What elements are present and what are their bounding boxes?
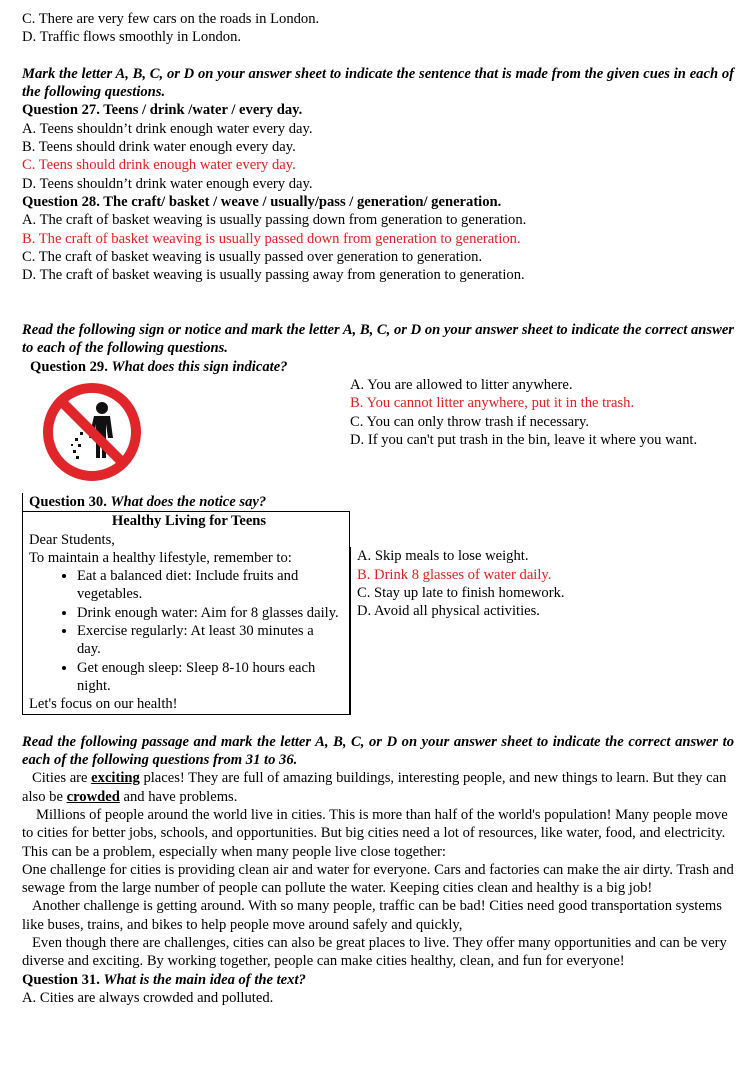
q30-option-c[interactable]: C. Stay up late to finish homework. bbox=[357, 584, 565, 601]
q29-option-b[interactable]: B. You cannot litter anywhere, put it in the trash. bbox=[350, 395, 635, 412]
notice-item: • Get enough sleep: Sleep 8-10 hours each night. bbox=[77, 659, 349, 696]
q30-label: Question 30. bbox=[29, 493, 107, 510]
q28-option-d[interactable]: D. The craft of basket weaving is usually passing away from generation to generation. bbox=[22, 267, 525, 284]
question-30 bbox=[22, 493, 734, 715]
q27-option-d[interactable]: D. Teens shouldn’t drink water enough every day. bbox=[22, 175, 313, 192]
q27-option-b[interactable]: B. Teens should drink water enough every day. bbox=[22, 139, 296, 156]
q29-body bbox=[22, 376, 734, 487]
question-31 bbox=[22, 971, 734, 1008]
q29-options bbox=[350, 376, 734, 487]
q30-options bbox=[350, 547, 565, 714]
no-littering-sign-icon bbox=[42, 382, 142, 482]
passage-paragraph-3: One challenge for cities is providing clean air and water for everyone. Cars and factories can make the air dirty. Trash and sewage from the large number of people can pollute the water. Keeping cities clean and healthy is a big job! bbox=[22, 861, 734, 897]
q27-option-c[interactable]: C. Teens should drink enough water every day. bbox=[22, 157, 296, 174]
q26-option-c[interactable]: C. There are very few cars on the roads in London. bbox=[22, 11, 320, 27]
q28-title: Question 28. The craft/ basket / weave / usually/pass / generation/ generation. bbox=[22, 193, 502, 210]
passage-paragraph-1 bbox=[22, 769, 734, 806]
q30-heading bbox=[22, 493, 349, 511]
q30-body bbox=[22, 511, 734, 714]
q31-heading bbox=[22, 971, 734, 989]
notice-box bbox=[22, 511, 350, 714]
exam-page bbox=[22, 10, 734, 1007]
passage-paragraph-4: Another challenge is getting around. With so many people, traffic can be bad! Cities need good transportation systems like buses, trains, and bikes to help people move around safely and quickly, bbox=[22, 898, 722, 933]
q30-option-b[interactable]: B. Drink 8 glasses of water daily. bbox=[357, 566, 552, 583]
q29-heading bbox=[22, 358, 734, 376]
q28-option-a[interactable]: A. The craft of basket weaving is usually passing down from generation to generation. bbox=[22, 212, 527, 229]
q27-option-a[interactable]: A. Teens shouldn’t drink enough water every day. bbox=[22, 120, 313, 137]
notice-intro: To maintain a healthy lifestyle, remember to: bbox=[29, 549, 292, 566]
passage-paragraph-5: Even though there are challenges, cities can also be great places to live. They offer many opportunities and can be very diverse and exciting. By working together, people can make cities healthy, clean, and fun for everyone! bbox=[22, 935, 727, 970]
notice-item: • Eat a balanced diet: Include fruits and vegetables. bbox=[77, 567, 349, 604]
passage-text: places! They are full of amazing buildings, interesting people, and new things to learn. But they can also be bbox=[22, 770, 727, 805]
q27-title: Question 27. Teens / drink /water / every day. bbox=[22, 102, 303, 119]
q31-option-a[interactable]: A. Cities are always crowded and polluted. bbox=[22, 989, 274, 1006]
instruction-cues: Mark the letter A, B, C, or D on your answer sheet to indicate the sentence that is made from the given cues in each of the following questions. bbox=[22, 65, 734, 101]
notice-item: • Exercise regularly: At least 30 minutes a day. bbox=[77, 622, 349, 659]
q29-label: Question 29. bbox=[30, 358, 108, 375]
question-27 bbox=[22, 101, 734, 192]
q30-question: What does the notice say? bbox=[110, 493, 267, 510]
q28-option-c[interactable]: C. The craft of basket weaving is usually passed over generation to generation. bbox=[22, 248, 483, 265]
reading-passage bbox=[22, 769, 734, 970]
q26-option-d[interactable]: D. Traffic flows smoothly in London. bbox=[22, 29, 242, 46]
notice-closing: Let's focus on our health! bbox=[29, 696, 178, 713]
q30-option-d[interactable]: D. Avoid all physical activities. bbox=[357, 603, 540, 620]
passage-text: and have problems. bbox=[119, 788, 238, 805]
notice-greeting: Dear Students, bbox=[29, 531, 115, 548]
q31-question: What is the main idea of the text? bbox=[103, 971, 306, 988]
instruction-passage: Read the following passage and mark the letter A, B, C, or D on your answer sheet to indicate the correct answer to each of the following questions from 31 to 36. bbox=[22, 733, 734, 769]
notice-title: Healthy Living for Teens bbox=[111, 513, 267, 530]
question-29 bbox=[22, 358, 734, 487]
q26-tail bbox=[22, 10, 734, 47]
q29-question: What does this sign indicate? bbox=[111, 358, 288, 375]
q29-option-c[interactable]: C. You can only throw trash if necessary. bbox=[350, 413, 589, 430]
q29-option-d[interactable]: D. If you can't put trash in the bin, leave it where you want. bbox=[350, 431, 698, 448]
q29-option-a[interactable]: A. You are allowed to litter anywhere. bbox=[350, 376, 573, 393]
q30-option-a[interactable]: A. Skip meals to lose weight. bbox=[357, 548, 529, 565]
passage-paragraph-2: Millions of people around the world live in cities. This is more than half of the world's population! Many people move to cities for better jobs, schools, and opportunities. But big cities need a lot of resources, like water, food, and electricity. This can be a problem, especially when many people live close together: bbox=[22, 806, 728, 860]
instruction-sign: Read the following sign or notice and mark the letter A, B, C, or D on your answer sheet to indicate the correct answer to each of the following questions. bbox=[22, 322, 734, 357]
q28-option-b[interactable]: B. The craft of basket weaving is usually passed down from generation to generation. bbox=[22, 230, 521, 247]
q31-label: Question 31. bbox=[22, 971, 100, 988]
underlined-word-exciting: exciting bbox=[91, 770, 140, 787]
notice-list bbox=[29, 567, 349, 695]
passage-text: Cities are bbox=[32, 770, 92, 787]
underlined-word-crowded: crowded bbox=[66, 788, 120, 805]
notice-item: • Drink enough water: Aim for 8 glasses daily. bbox=[77, 604, 349, 622]
question-28 bbox=[22, 193, 734, 284]
q29-sign-column bbox=[22, 376, 350, 487]
